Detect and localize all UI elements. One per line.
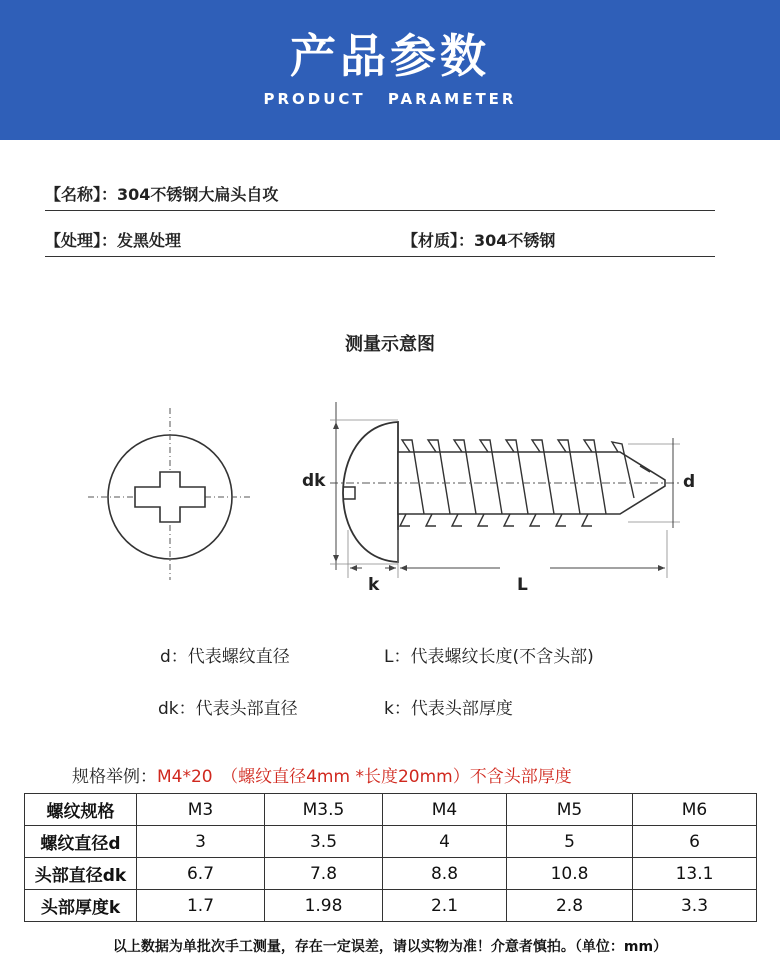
table-cell: 6.7 bbox=[137, 858, 265, 890]
legend-dk: dk：代表头部直径 bbox=[158, 699, 298, 719]
table-header-cell: M6 bbox=[633, 794, 757, 826]
table-cell: 头部厚度k bbox=[25, 890, 137, 922]
table-header-row bbox=[25, 794, 757, 826]
footnote: 以上数据为单批次手工测量，存在一定误差，请以实物为准！介意者慎拍。（单位：mm） bbox=[112, 939, 668, 955]
table-cell: 3.5 bbox=[265, 826, 383, 858]
table-cell: 13.1 bbox=[633, 858, 757, 890]
table-header-cell: M5 bbox=[507, 794, 633, 826]
legend-k: k：代表头部厚度 bbox=[384, 699, 513, 719]
screw-head-top-view bbox=[88, 408, 250, 580]
table-header-cell: M4 bbox=[383, 794, 507, 826]
banner-title: 产品参数 bbox=[290, 29, 490, 83]
diagram-title: 测量示意图 bbox=[345, 334, 435, 355]
example-label: 规格举例： bbox=[72, 767, 157, 787]
spec-example bbox=[72, 762, 572, 787]
table-cell: 3 bbox=[137, 826, 265, 858]
table-cell: 6 bbox=[633, 826, 757, 858]
table-cell: 2.8 bbox=[507, 890, 633, 922]
info-row-treatment bbox=[45, 220, 715, 257]
table-cell: 7.8 bbox=[265, 858, 383, 890]
table-header-cell: 螺纹规格 bbox=[25, 794, 137, 826]
treatment: 【处理】：发黑处理 bbox=[45, 231, 182, 250]
table-cell: 1.98 bbox=[265, 890, 383, 922]
table-header-cell: M3 bbox=[137, 794, 265, 826]
L-label: L bbox=[517, 575, 528, 595]
table-row bbox=[25, 826, 757, 858]
table-cell: 8.8 bbox=[383, 858, 507, 890]
table-cell: 4 bbox=[383, 826, 507, 858]
measurement-diagram bbox=[0, 380, 780, 600]
table-cell: 2.1 bbox=[383, 890, 507, 922]
table-cell: 头部直径dk bbox=[25, 858, 137, 890]
legend-L: L：代表螺纹长度(不含头部) bbox=[384, 647, 594, 667]
screw-side-view bbox=[330, 422, 680, 562]
spec-table bbox=[24, 793, 757, 922]
material: 【材质】：304不锈钢 bbox=[402, 231, 556, 250]
k-label: k bbox=[368, 575, 380, 595]
dk-label: dk bbox=[302, 471, 326, 491]
legend-d: d：代表螺纹直径 bbox=[160, 647, 290, 667]
banner-subtitle: PRODUCT PARAMETER bbox=[263, 90, 517, 108]
table-header-cell: M3.5 bbox=[265, 794, 383, 826]
table-cell: 10.8 bbox=[507, 858, 633, 890]
table-cell: 3.3 bbox=[633, 890, 757, 922]
table-row bbox=[25, 858, 757, 890]
header-banner bbox=[0, 0, 780, 140]
example-value: M4*20 （螺纹直径4mm *长度20mm）不含头部厚度 bbox=[157, 767, 572, 787]
info-row-name bbox=[45, 174, 715, 211]
table-row bbox=[25, 890, 757, 922]
table-cell: 1.7 bbox=[137, 890, 265, 922]
table-cell: 5 bbox=[507, 826, 633, 858]
d-label: d bbox=[683, 472, 696, 492]
product-name: 【名称】：304不锈钢大扁头自攻 bbox=[45, 185, 279, 204]
table-cell: 螺纹直径d bbox=[25, 826, 137, 858]
